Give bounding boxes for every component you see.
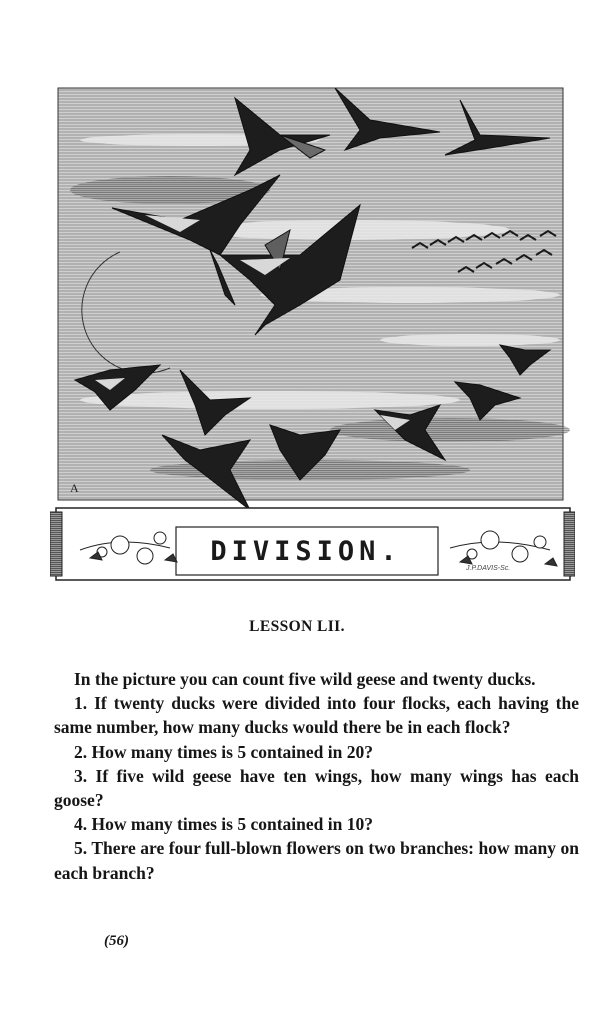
question-3: 3. If five wild geese have ten wings, how many wings has each goose? bbox=[54, 765, 579, 811]
question-4: 4. How many times is 5 contained in 10? bbox=[74, 814, 373, 835]
question-2: 2. How many times is 5 contained in 20? bbox=[74, 741, 373, 762]
question-1: 1. If twenty ducks were divided into four flocks, each having the same number, how many ducks would there be in each flock? bbox=[54, 693, 579, 738]
lesson-heading: LESSON LII. bbox=[249, 618, 345, 635]
page-number: (56) bbox=[104, 933, 129, 949]
engraver-signature: J.P.DAVIS-Sc. bbox=[466, 565, 511, 572]
monogram: A bbox=[70, 481, 79, 495]
illustration-caption: DIVISION. bbox=[210, 535, 402, 567]
lesson-intro: In the picture you can count five wild geese and twenty ducks. bbox=[74, 669, 536, 689]
question-5: 5. There are four full-blown flowers on two branches: how many on each branch? bbox=[54, 838, 579, 883]
lesson-body bbox=[54, 667, 579, 885]
wild-geese-illustration bbox=[50, 80, 575, 585]
